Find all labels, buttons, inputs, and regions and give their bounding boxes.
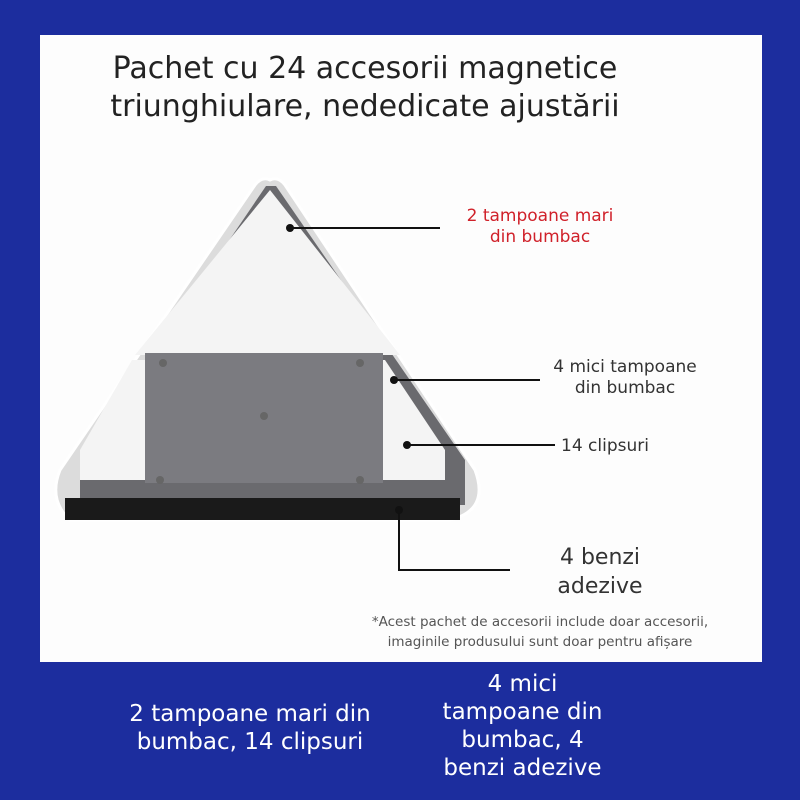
callout-text: adezive [557,574,643,599]
title-line-1: Pachet cu 24 accesorii magnetice [112,51,618,86]
caption-line: 2 tampoane mari din [129,701,371,727]
caption-line: 4 mici [487,671,558,697]
callout-text: din bumbac [574,378,676,398]
callout-clips: 14 clipsuri [561,436,649,456]
caption-line: bumbac, 4 [461,727,584,753]
bottom-caption-right [420,670,625,782]
caption-line: tampoane din [442,699,603,725]
disclaimer-note [340,612,740,652]
bottom-caption-left [100,700,400,756]
caption-line: benzi adezive [443,755,602,781]
note-line: imaginile produsului sunt doar pentru afișare [387,634,693,650]
callout-large-pads [440,206,640,248]
title-line-2: triunghiulare, nededicate ajustării [110,89,620,124]
callout-text: 4 mici tampoane [553,357,697,377]
callout-text: din bumbac [489,227,591,247]
callout-text: 4 benzi [559,545,641,570]
caption-line: bumbac, 14 clipsuri [136,729,364,755]
note-line: *Acest pachet de accesorii include doar accesorii, [371,614,709,630]
callout-tapes [530,543,670,601]
callout-small-pads [535,357,715,399]
callout-text: 2 tampoane mari [466,206,614,226]
